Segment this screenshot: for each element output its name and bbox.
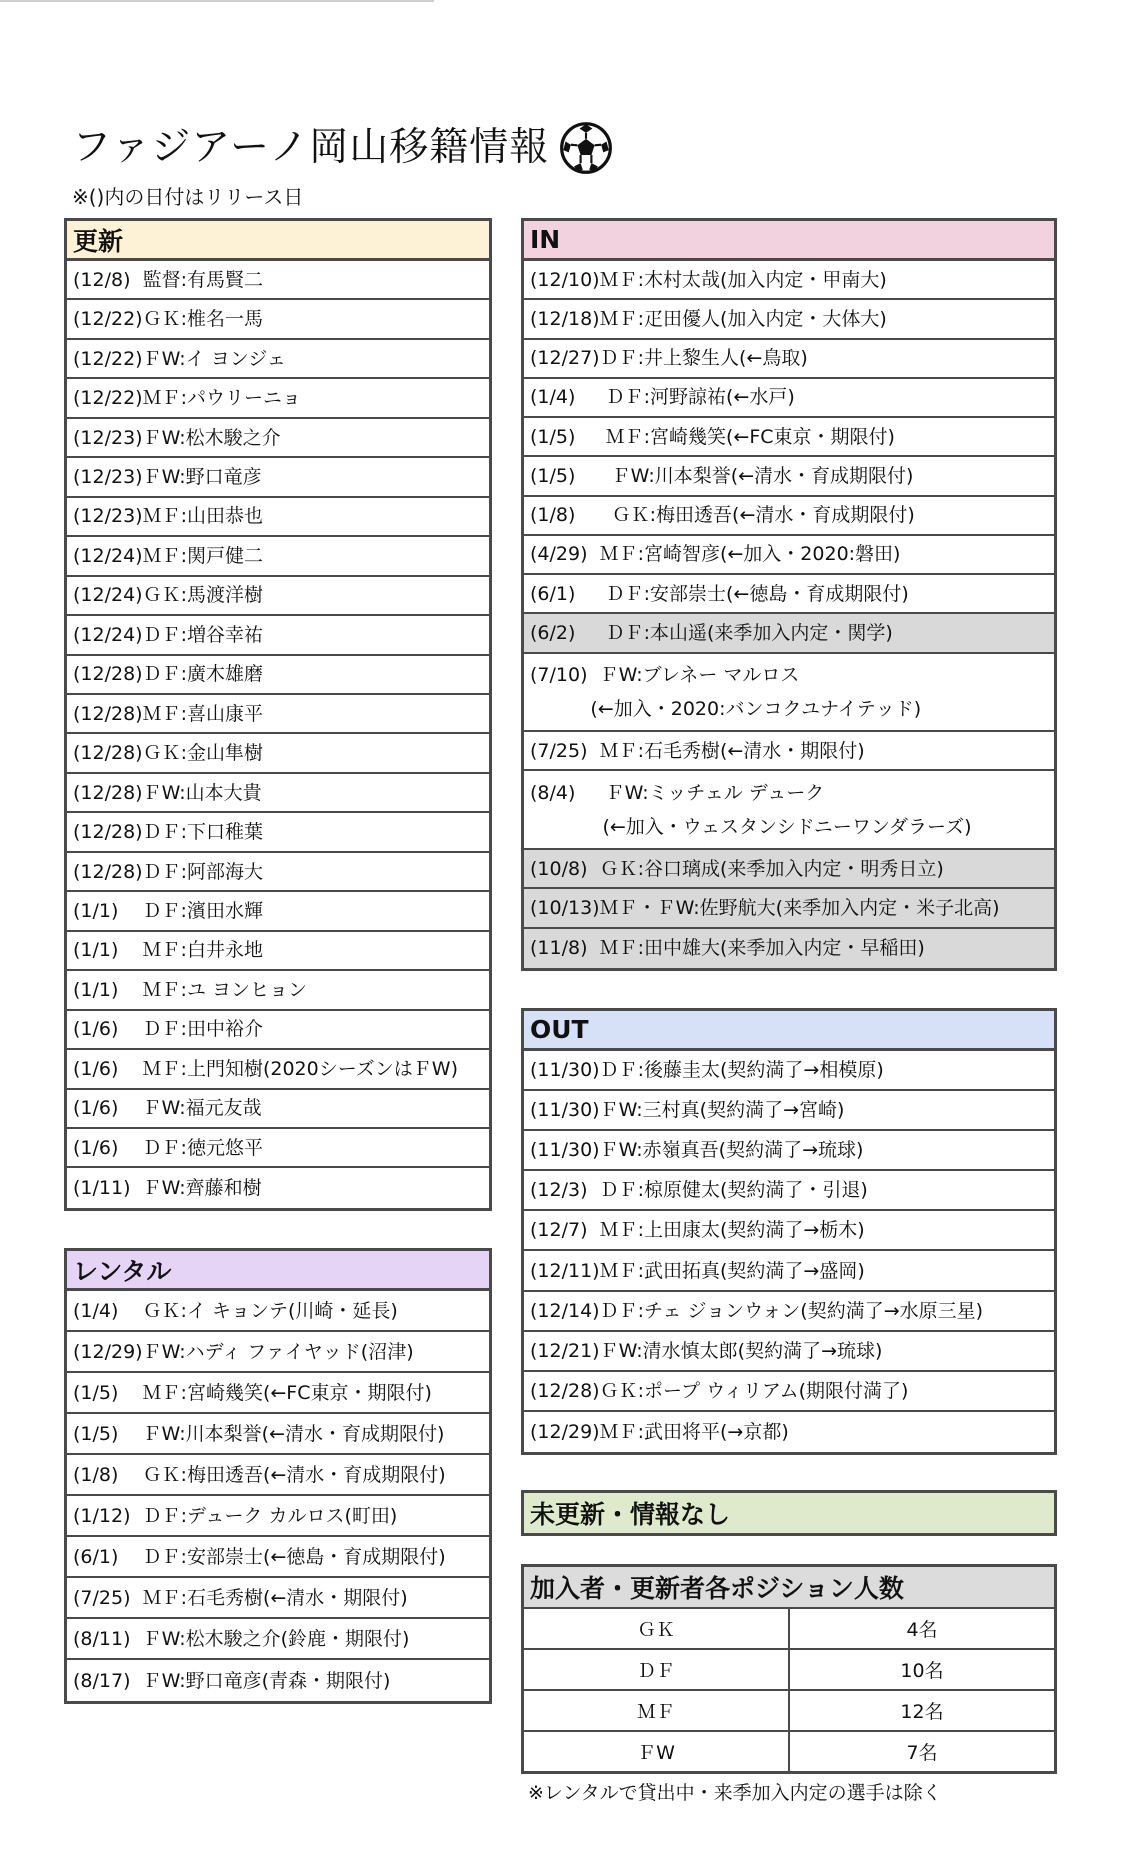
update-header: 更新 [67,221,489,261]
out-header: OUT [524,1011,1054,1051]
update-row [67,1011,489,1050]
out-row-text: (12/28)ＧＫ:ポープ ウィリアム(期限付満了) [530,1379,909,1402]
update-row-text: (12/28)ＦW:山本大貴 [73,781,262,804]
rental-row [67,1332,489,1373]
release-date-note: ※()内の日付はリリース日 [72,185,304,209]
rental-row [67,1619,489,1660]
update-row [67,261,489,300]
update-row [67,616,489,655]
out-row [524,1412,1054,1452]
out-row [524,1372,1054,1412]
rental-row [67,1578,489,1619]
in-row-text: (8/4) ＦW:ミッチェル デューク [530,781,825,804]
in-row [524,340,1054,379]
update-row-text: (1/1) ＭＦ:ユ ヨンヒョン [73,978,308,1001]
in-row-text: (7/25) ＭＦ:石毛秀樹(←清水・期限付) [530,739,865,762]
rental-row [67,1455,489,1496]
out-row-text: (12/11)ＭＦ:武田拓真(契約満了→盛岡) [530,1259,865,1282]
rental-row-text: (1/4) ＧＫ:イ キョンテ(川崎・延長) [73,1299,398,1322]
rental-panel [64,1248,492,1704]
in-row [524,497,1054,536]
out-panel [521,1008,1057,1455]
in-row-text: (10/8) ＧＫ:谷口璃成(来季加入内定・明秀日立) [530,857,944,880]
update-row-text: (12/8) 監督:有馬賢二 [73,268,263,291]
in-row [524,654,1054,733]
rental-row-text: (7/25) ＭＦ:石毛秀樹(←清水・期限付) [73,1586,408,1609]
out-row-text: (12/7) ＭＦ:上田康太(契約満了→栃木) [530,1219,865,1242]
in-row-text: (←加入・2020:バンコクユナイテッド) [530,697,922,720]
in-row-text: (4/29) ＭＦ:宮崎智彦(←加入・2020:磐田) [530,543,901,566]
update-row [67,458,489,497]
in-row [524,536,1054,575]
soccer-ball-icon [559,121,613,175]
rental-row [67,1660,489,1701]
update-row-text: (1/1) ＭＦ:白井永地 [73,939,263,962]
out-list [524,1051,1054,1452]
update-list [67,261,489,1208]
update-row-text: (12/28)ＤＦ:廣木雄磨 [73,663,263,686]
summary-row [524,1650,1054,1691]
page-title-text: ファジアーノ岡山移籍情報 [72,125,550,170]
summary-position: ＭＦ [524,1691,790,1730]
position-summary-table [521,1564,1057,1774]
in-row [524,300,1054,339]
update-row-text: (12/22)ＧＫ:椎名一馬 [73,308,263,331]
update-row-text: (12/22)ＭＦ:パウリーニョ [73,387,301,410]
update-row-text: (12/28)ＤＦ:阿部海大 [73,860,263,883]
in-row [524,261,1054,300]
summary-position: ＤＦ [524,1650,790,1689]
in-row-text: (11/8) ＭＦ:田中雄大(来季加入内定・早稲田) [530,937,925,960]
update-row-text: (12/24)ＧＫ:馬渡洋樹 [73,584,263,607]
in-row [524,771,1054,850]
update-row-text: (12/24)ＭＦ:関戸健二 [73,544,263,567]
summary-count: 4名 [906,1619,938,1641]
rental-row [67,1537,489,1578]
out-row-text: (11/30)ＦW:赤嶺真吾(契約満了→琉球) [530,1139,864,1162]
summary-count: 10名 [900,1660,944,1682]
update-row [67,695,489,734]
in-row-text: (6/2) ＤＦ:本山遥(来季加入内定・関学) [530,622,893,645]
update-row [67,1168,489,1207]
update-row-text: (1/1) ＤＦ:濱田水輝 [73,899,263,922]
update-row [67,1090,489,1129]
update-row-text: (1/6) ＭＦ:上門知樹(2020シーズンはＦW) [73,1057,458,1080]
rental-row-text: (1/5) ＦW:川本梨誉(←清水・育成期限付) [73,1422,445,1445]
update-row [67,734,489,773]
in-row-text: (1/8) ＧＫ:梅田透吾(←清水・育成期限付) [530,504,915,527]
in-header: IN [524,221,1054,261]
in-row-text: (←加入・ウェスタンシドニーワンダラーズ) [530,815,972,838]
update-row-text: (12/22)ＦW:イ ヨンジェ [73,347,286,370]
rental-row [67,1496,489,1537]
update-row [67,379,489,418]
page-title [72,118,613,178]
in-row [524,614,1054,653]
out-row [524,1131,1054,1171]
in-row [524,418,1054,457]
in-row-text: (7/10) ＦW:ブレネー マルロス [530,663,800,686]
rental-list [67,1291,489,1701]
out-row [524,1292,1054,1332]
update-row [67,1050,489,1089]
in-row-text: (12/27)ＤＦ:井上黎生人(←鳥取) [530,347,808,370]
out-row-text: (12/29)ＭＦ:武田将平(→京都) [530,1420,789,1443]
rental-row-text: (6/1) ＤＦ:安部崇士(←徳島・育成期限付) [73,1545,446,1568]
in-row [524,929,1054,968]
out-row-text: (12/21)ＦW:清水慎太郎(契約満了→琉球) [530,1339,883,1362]
in-row-text: (12/10)ＭＦ:木村太哉(加入内定・甲南大) [530,268,887,291]
not-updated-header: 未更新・情報なし [524,1493,1054,1533]
in-row [524,889,1054,928]
in-panel [521,218,1057,971]
update-row [67,853,489,892]
update-row [67,813,489,852]
update-row-text: (1/6) ＤＦ:徳元悠平 [73,1136,263,1159]
summary-count: 7名 [906,1742,938,1764]
in-row [524,732,1054,771]
rental-row [67,1373,489,1414]
update-row-text: (12/23)ＦW:松木駿之介 [73,426,281,449]
out-row-text: (11/30)ＤＦ:後藤圭太(契約満了→相模原) [530,1059,884,1082]
rental-header: レンタル [67,1251,489,1291]
update-row [67,340,489,379]
top-divider [0,0,434,2]
rental-row-text: (12/29)ＦW:ハディ ファイヤッド(沼津) [73,1340,414,1363]
update-row-text: (12/24)ＤＦ:増谷幸祐 [73,623,263,646]
exclusion-note: ※レンタルで貸出中・来季加入内定の選手は除く [528,1782,942,1804]
in-row-text: (6/1) ＤＦ:安部崇士(←徳島・育成期限付) [530,582,909,605]
update-row-text: (12/23)ＦW:野口竜彦 [73,465,262,488]
out-row [524,1332,1054,1372]
update-row [67,1129,489,1168]
update-row [67,537,489,576]
summary-count: 12名 [900,1701,944,1723]
in-row-text: (10/13)ＭＦ・ＦW:佐野航大(来季加入内定・米子北高) [530,896,1000,919]
out-row-text: (12/3) ＤＦ:椋原健太(契約満了・引退) [530,1179,868,1202]
update-row [67,656,489,695]
update-row [67,971,489,1010]
out-row-text: (11/30)ＦW:三村真(契約満了→宮崎) [530,1099,845,1122]
update-row [67,577,489,616]
update-row [67,419,489,458]
rental-row [67,1414,489,1455]
summary-row [524,1732,1054,1771]
out-row [524,1051,1054,1091]
summary-position: ＦW [524,1732,790,1771]
update-row [67,300,489,339]
summary-position: ＧＫ [524,1609,790,1648]
out-row [524,1251,1054,1291]
in-row-text: (1/4) ＤＦ:河野諒祐(←水戸) [530,386,795,409]
rental-row-text: (1/5) ＭＦ:宮崎幾笑(←FC東京・期限付) [73,1381,432,1404]
in-row [524,850,1054,889]
in-row [524,379,1054,418]
rental-row-text: (8/17) ＦW:野口竜彦(青森・期限付) [73,1669,391,1692]
summary-row [524,1691,1054,1732]
rental-row-text: (8/11) ＦW:松木駿之介(鈴鹿・期限付) [73,1627,410,1650]
update-row [67,892,489,931]
out-row [524,1211,1054,1251]
update-panel [64,218,492,1211]
update-row [67,498,489,537]
summary-header: 加入者・更新者各ポジション人数 [524,1567,1054,1609]
in-list [524,261,1054,968]
update-row-text: (12/28)ＧＫ:金山隼樹 [73,742,263,765]
rental-row [67,1291,489,1332]
rental-row-text: (1/12) ＤＦ:デューク カルロス(町田) [73,1504,398,1527]
update-row-text: (12/28)ＭＦ:喜山康平 [73,702,263,725]
update-row-text: (12/28)ＤＦ:下口稚葉 [73,821,263,844]
not-updated-panel [521,1490,1057,1536]
out-row [524,1171,1054,1211]
in-row [524,575,1054,614]
in-row [524,457,1054,496]
update-row [67,774,489,813]
update-row-text: (1/11) ＦW:齊藤和樹 [73,1177,262,1200]
in-row-text: (12/18)ＭＦ:疋田優人(加入内定・大体大) [530,307,887,330]
rental-row-text: (1/8) ＧＫ:梅田透吾(←清水・育成期限付) [73,1463,446,1486]
update-row-text: (1/6) ＦW:福元友哉 [73,1097,262,1120]
update-row [67,932,489,971]
summary-row [524,1609,1054,1650]
update-row-text: (12/23)ＭＦ:山田恭也 [73,505,263,528]
update-row-text: (1/6) ＤＦ:田中裕介 [73,1018,263,1041]
out-row [524,1091,1054,1131]
in-row-text: (1/5) ＭＦ:宮崎幾笑(←FC東京・期限付) [530,425,895,448]
out-row-text: (12/14)ＤＦ:チェ ジョンウォン(契約満了→水原三星) [530,1299,984,1322]
in-row-text: (1/5) ＦW:川本梨誉(←清水・育成期限付) [530,464,914,487]
